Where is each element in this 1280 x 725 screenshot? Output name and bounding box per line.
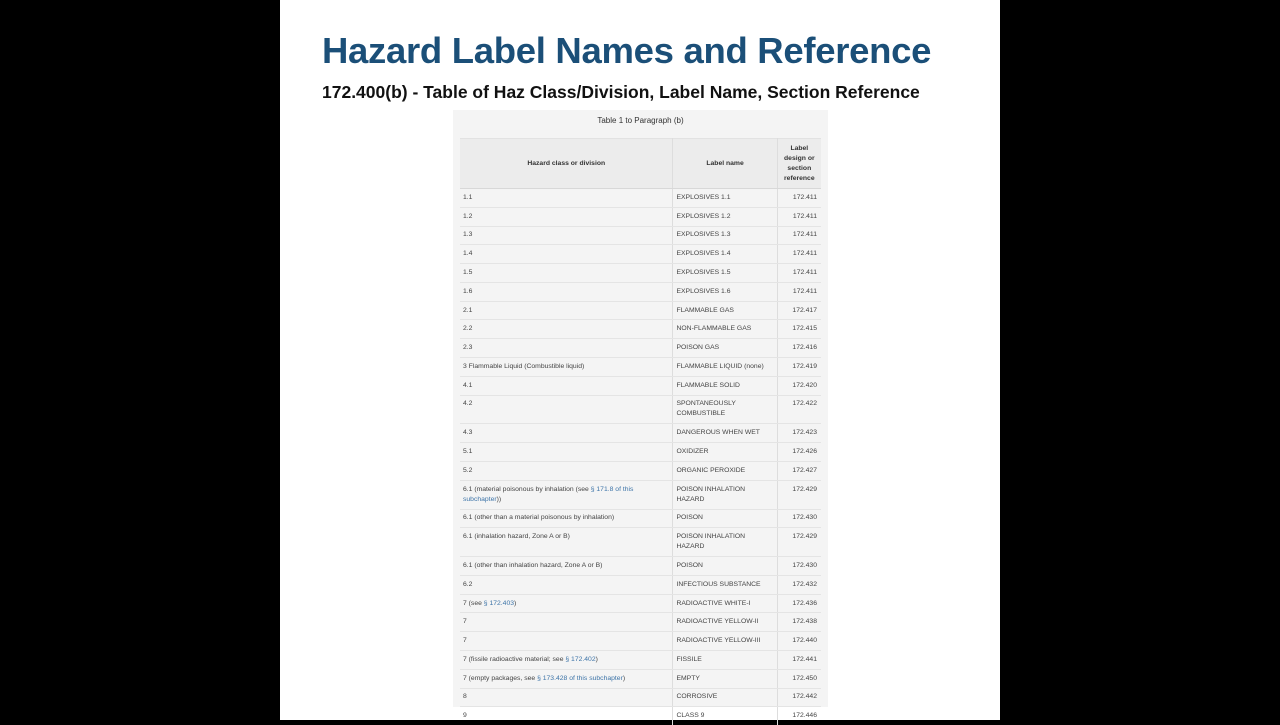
table-row: [460, 707, 821, 725]
section-reference-cell: 172.422: [777, 395, 821, 424]
table-row: [460, 395, 821, 424]
label-name-cell: RADIOACTIVE YELLOW-II: [673, 613, 777, 632]
hazard-class-cell: [460, 632, 673, 651]
hazard-class-text: 1.1: [463, 194, 472, 201]
hazard-class-text: 1.5: [463, 269, 472, 276]
section-reference-cell: 172.423: [777, 424, 821, 443]
table-row: [460, 226, 821, 245]
section-reference-cell: 172.442: [777, 688, 821, 707]
hazard-class-text: 9: [463, 712, 467, 719]
hazard-class-text: 6.1 (inhalation hazard, Zone A or B): [463, 533, 570, 540]
label-name-cell: EXPLOSIVES 1.1: [673, 189, 777, 208]
hazard-class-text: 7: [463, 637, 467, 644]
table-row: [460, 557, 821, 576]
table-row: [460, 443, 821, 462]
hazard-class-cell: [460, 707, 673, 725]
hazard-class-cell: [460, 424, 673, 443]
reference-link[interactable]: § 172.402: [565, 656, 595, 663]
hazard-class-cell: [460, 557, 673, 576]
hazard-class-cell: [460, 528, 673, 557]
hazard-class-text: )): [497, 496, 502, 503]
label-name-cell: OXIDIZER: [673, 443, 777, 462]
hazard-class-text: 1.4: [463, 250, 472, 257]
table-row: [460, 461, 821, 480]
label-name-cell: SPONTANEOUSLY COMBUSTIBLE: [673, 395, 777, 424]
hazard-class-text: 6.1 (other than inhalation hazard, Zone A or B): [463, 562, 602, 569]
hazard-class-text: 1.6: [463, 288, 472, 295]
table-row: [460, 688, 821, 707]
hazard-class-text: 6.1 (other than a material poisonous by inhalation): [463, 514, 614, 521]
hazard-class-cell: [460, 358, 673, 377]
hazard-class-text: 4.3: [463, 429, 472, 436]
hazard-class-cell: [460, 376, 673, 395]
table-header-row: [460, 139, 821, 189]
slide-title: Hazard Label Names and Reference: [322, 30, 931, 72]
section-reference-cell: 172.450: [777, 669, 821, 688]
section-reference-cell: 172.411: [777, 226, 821, 245]
label-name-cell: POISON INHALATION HAZARD: [673, 528, 777, 557]
section-reference-cell: 172.438: [777, 613, 821, 632]
hazard-class-cell: [460, 594, 673, 613]
table-row: [460, 594, 821, 613]
label-name-cell: ORGANIC PEROXIDE: [673, 461, 777, 480]
hazard-class-cell: [460, 669, 673, 688]
label-name-cell: EXPLOSIVES 1.4: [673, 245, 777, 264]
reference-link[interactable]: § 171.8 of this subchapter: [463, 486, 633, 503]
hazard-class-text: 2.1: [463, 307, 472, 314]
hazard-class-text: 5.1: [463, 448, 472, 455]
section-reference-cell: 172.415: [777, 320, 821, 339]
section-reference-cell: 172.440: [777, 632, 821, 651]
table-row: [460, 301, 821, 320]
hazard-class-text: 5.2: [463, 467, 472, 474]
hazard-class-cell: [460, 226, 673, 245]
label-name-cell: FLAMMABLE LIQUID (none): [673, 358, 777, 377]
hazard-class-cell: [460, 395, 673, 424]
section-reference-cell: 172.411: [777, 264, 821, 283]
section-reference-cell: 172.411: [777, 245, 821, 264]
hazard-class-text: ): [514, 600, 516, 607]
hazard-class-text: 7 (fissile radioactive material; see: [463, 656, 565, 663]
label-name-cell: DANGEROUS WHEN WET: [673, 424, 777, 443]
table-row: [460, 339, 821, 358]
label-name-cell: FISSILE: [673, 650, 777, 669]
hazard-class-cell: [460, 207, 673, 226]
hazard-class-text: 3 Flammable Liquid (Combustible liquid): [463, 363, 584, 370]
table-row: [460, 376, 821, 395]
reference-link[interactable]: § 172.403: [484, 600, 514, 607]
hazard-class-cell: [460, 339, 673, 358]
hazard-class-text: 7 (see: [463, 600, 484, 607]
label-name-cell: POISON INHALATION HAZARD: [673, 480, 777, 509]
table-row: [460, 528, 821, 557]
slide: [280, 0, 1000, 720]
label-name-cell: CLASS 9: [673, 707, 777, 725]
label-name-cell: POISON GAS: [673, 339, 777, 358]
hazard-class-cell: [460, 189, 673, 208]
hazard-class-text: 7 (empty packages, see: [463, 675, 537, 682]
slide-subtitle: 172.400(b) - Table of Haz Class/Division, Label Name, Section Reference: [322, 82, 920, 103]
section-reference-cell: 172.416: [777, 339, 821, 358]
hazard-class-cell: [460, 613, 673, 632]
hazard-class-text: 8: [463, 693, 467, 700]
section-reference-cell: 172.426: [777, 443, 821, 462]
table-body: [460, 189, 821, 725]
hazard-class-text: 4.2: [463, 400, 472, 407]
table-panel: [453, 110, 828, 707]
header-section-reference: Label design or section reference: [777, 139, 821, 189]
section-reference-cell: 172.430: [777, 557, 821, 576]
label-name-cell: FLAMMABLE GAS: [673, 301, 777, 320]
label-name-cell: EXPLOSIVES 1.5: [673, 264, 777, 283]
hazard-class-text: 4.1: [463, 382, 472, 389]
hazard-class-cell: [460, 282, 673, 301]
table-row: [460, 264, 821, 283]
hazard-class-cell: [460, 575, 673, 594]
label-name-cell: POISON: [673, 509, 777, 528]
label-name-cell: RADIOACTIVE WHITE-I: [673, 594, 777, 613]
label-name-cell: CORROSIVE: [673, 688, 777, 707]
section-reference-cell: 172.436: [777, 594, 821, 613]
section-reference-cell: 172.441: [777, 650, 821, 669]
label-name-cell: NON-FLAMMABLE GAS: [673, 320, 777, 339]
hazard-class-text: 2.3: [463, 344, 472, 351]
table-row: [460, 282, 821, 301]
reference-link[interactable]: § 173.428 of this subchapter: [537, 675, 623, 682]
label-name-cell: RADIOACTIVE YELLOW-III: [673, 632, 777, 651]
hazard-class-text: ): [596, 656, 598, 663]
table-row: [460, 424, 821, 443]
label-name-cell: FLAMMABLE SOLID: [673, 376, 777, 395]
hazard-label-table: [460, 138, 821, 725]
hazard-class-cell: [460, 443, 673, 462]
table-row: [460, 669, 821, 688]
table-row: [460, 575, 821, 594]
label-name-cell: INFECTIOUS SUBSTANCE: [673, 575, 777, 594]
table-row: [460, 245, 821, 264]
hazard-class-cell: [460, 320, 673, 339]
hazard-class-text: 2.2: [463, 325, 472, 332]
hazard-class-text: 6.2: [463, 581, 472, 588]
label-name-cell: EXPLOSIVES 1.6: [673, 282, 777, 301]
table-row: [460, 320, 821, 339]
table-row: [460, 480, 821, 509]
section-reference-cell: 172.430: [777, 509, 821, 528]
table-row: [460, 358, 821, 377]
table-row: [460, 509, 821, 528]
hazard-class-cell: [460, 650, 673, 669]
table-row: [460, 632, 821, 651]
hazard-class-text: ): [623, 675, 625, 682]
table-row: [460, 650, 821, 669]
section-reference-cell: 172.411: [777, 207, 821, 226]
section-reference-cell: 172.429: [777, 528, 821, 557]
hazard-class-cell: [460, 461, 673, 480]
section-reference-cell: 172.417: [777, 301, 821, 320]
section-reference-cell: 172.411: [777, 189, 821, 208]
header-label-name: Label name: [673, 139, 777, 189]
label-name-cell: EMPTY: [673, 669, 777, 688]
section-reference-cell: 172.427: [777, 461, 821, 480]
hazard-class-cell: [460, 301, 673, 320]
section-reference-cell: 172.411: [777, 282, 821, 301]
table-row: [460, 189, 821, 208]
section-reference-cell: 172.420: [777, 376, 821, 395]
section-reference-cell: 172.419: [777, 358, 821, 377]
hazard-class-text: 7: [463, 618, 467, 625]
hazard-class-cell: [460, 264, 673, 283]
section-reference-cell: 172.429: [777, 480, 821, 509]
label-name-cell: POISON: [673, 557, 777, 576]
hazard-class-cell: [460, 688, 673, 707]
hazard-class-cell: [460, 245, 673, 264]
hazard-class-text: 1.2: [463, 213, 472, 220]
header-hazard-class: Hazard class or division: [460, 139, 673, 189]
hazard-class-text: 1.3: [463, 231, 472, 238]
hazard-class-cell: [460, 509, 673, 528]
hazard-class-cell: [460, 480, 673, 509]
label-name-cell: EXPLOSIVES 1.2: [673, 207, 777, 226]
table-caption: Table 1 to Paragraph (b): [453, 116, 828, 125]
hazard-class-text: 6.1 (material poisonous by inhalation (see: [463, 486, 591, 493]
section-reference-cell: 172.446: [777, 707, 821, 725]
table-row: [460, 613, 821, 632]
section-reference-cell: 172.432: [777, 575, 821, 594]
label-name-cell: EXPLOSIVES 1.3: [673, 226, 777, 245]
table-row: [460, 207, 821, 226]
